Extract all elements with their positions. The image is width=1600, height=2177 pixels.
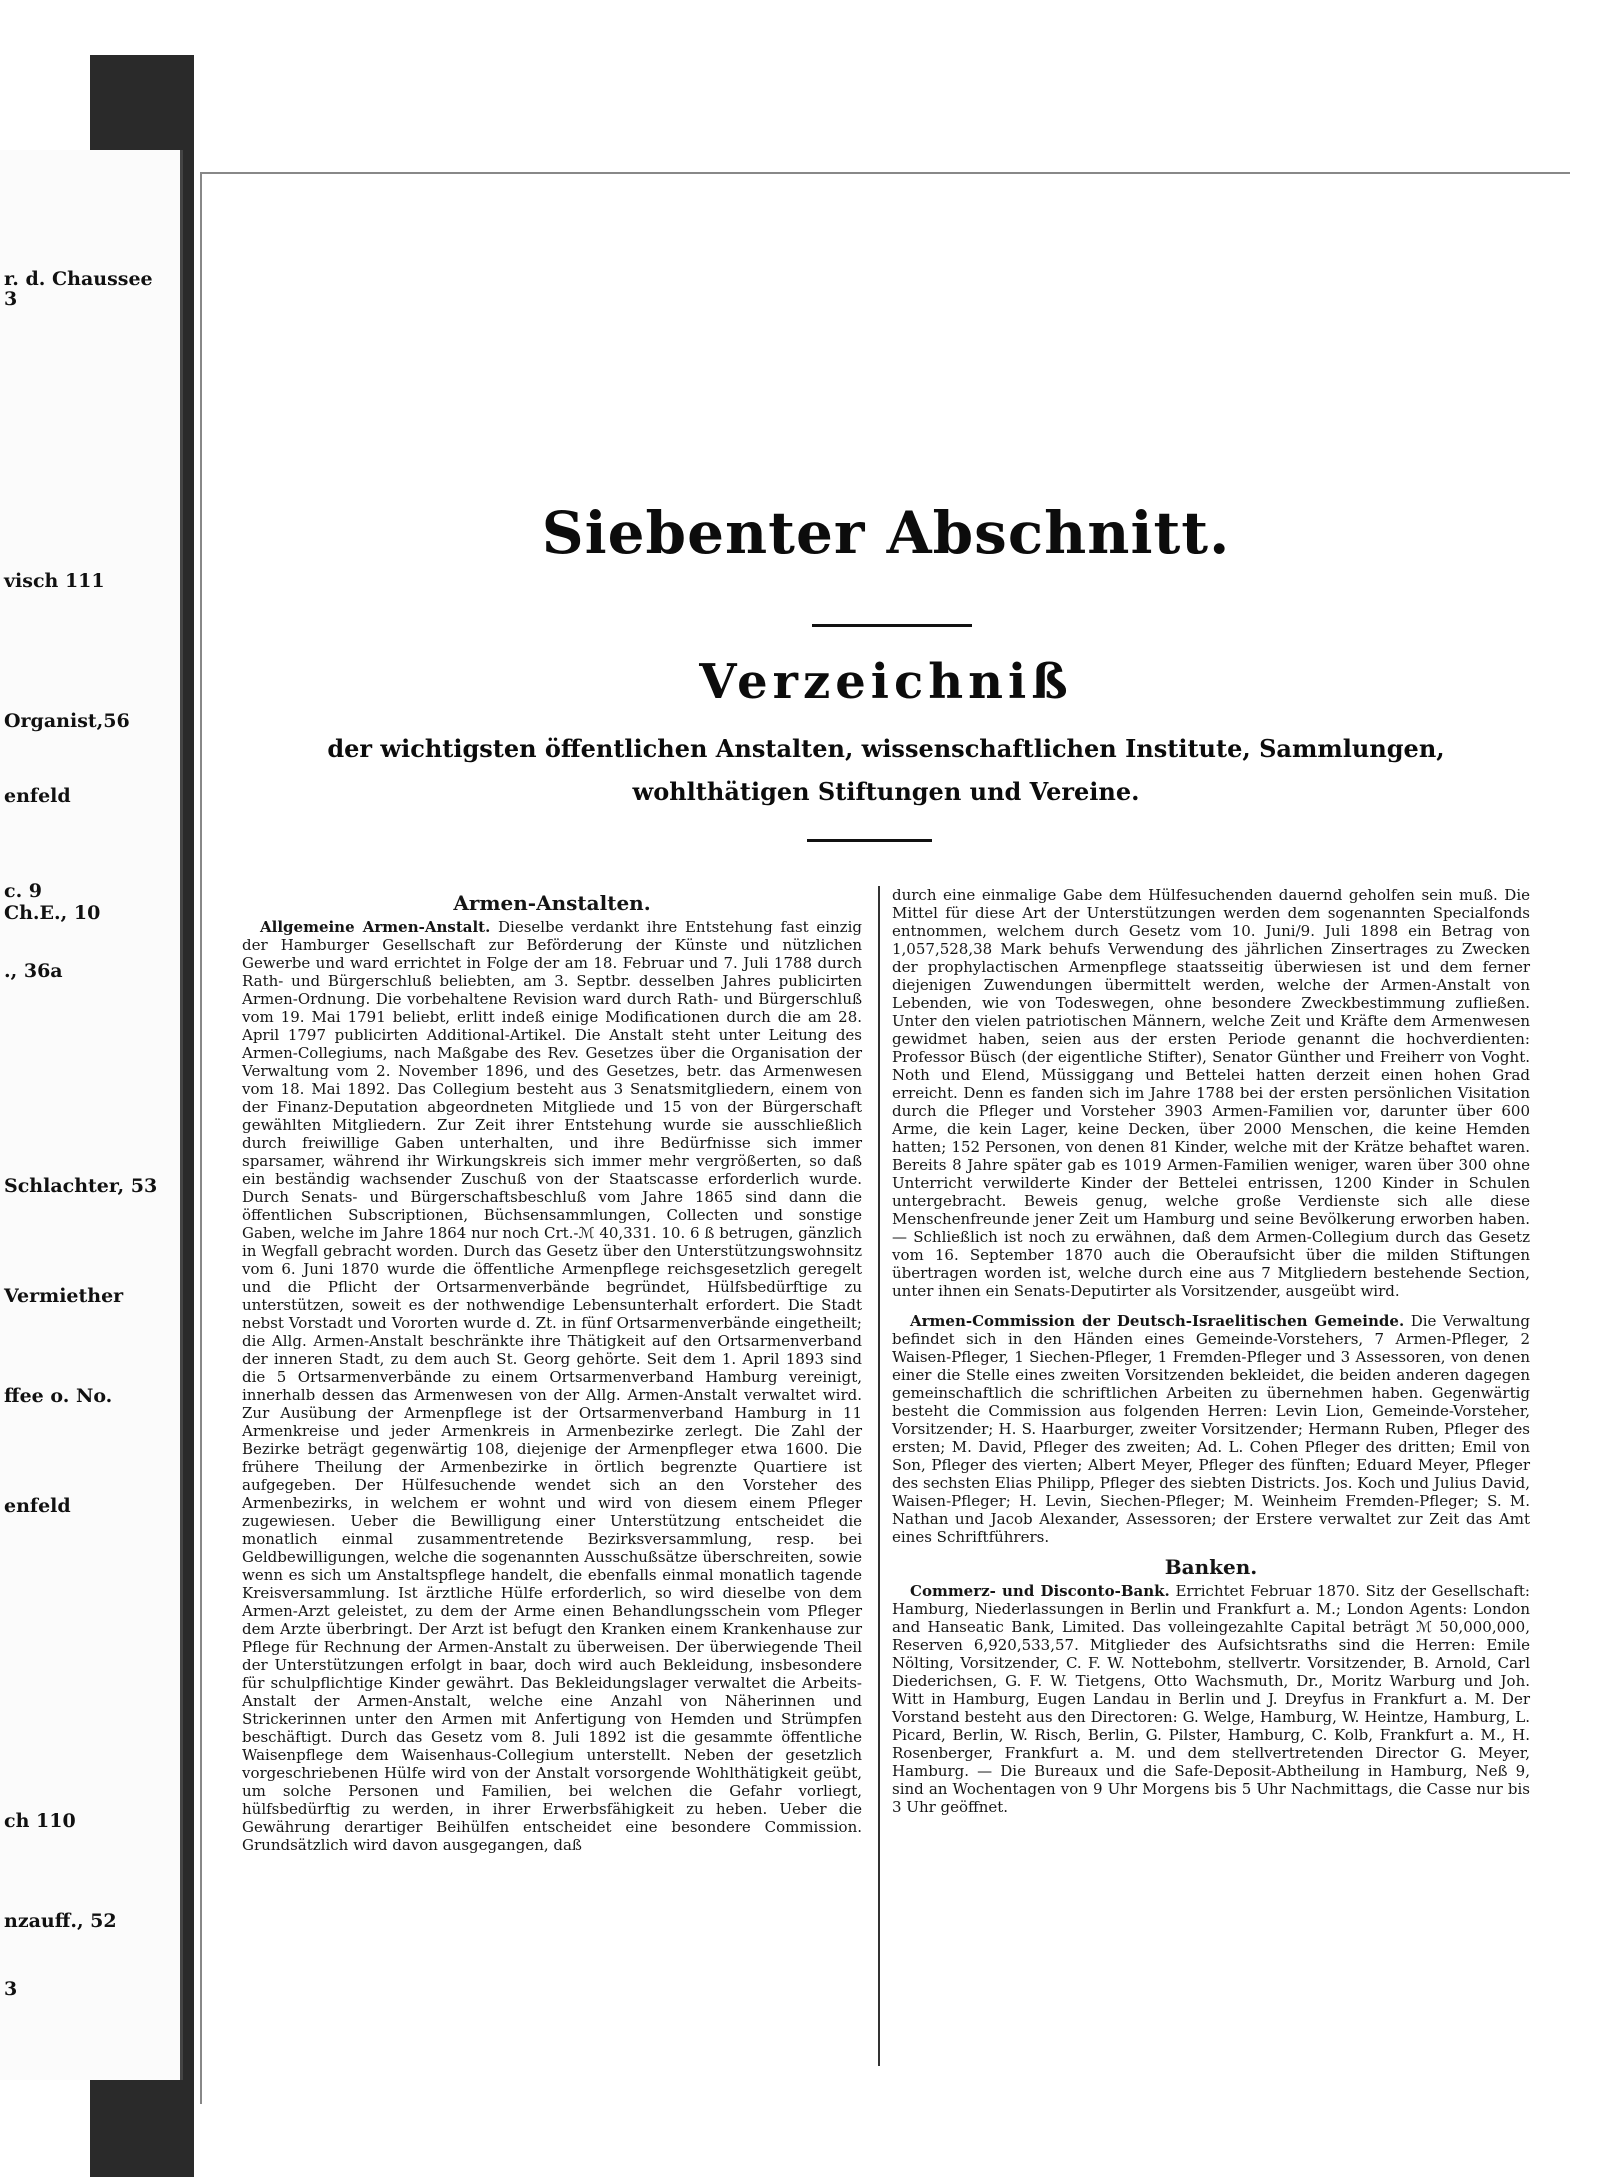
paragraph-body: Die Verwaltung befindet sich in den Händen eines Gemeinde-Vorstehers, 7 Armen-Pfleger, 2 Waisen-Pfleger, 1 Siechen-Pfleger, 1 Fremden-Pfleger und 3 Assessoren, von denen einer die Stelle eines zweiten Vorsitzenden bekleidet, die beiden anderen dagegen gemeinschaftlich die schriftlichen Arbeiten zu übernehmen haben. Gegenwärtig besteht die Commission aus folgenden Herren: Levin Lion, Gemeinde-Vorsteher, Vorsitzender; H. S. Haarburger, zweiter Vorsitzender; Hermann Ruben, Pfleger des ersten; M. David, Pfleger des zweiten; Ad. L. Cohen Pfleger des dritten; Emil von Son, Pfleger des vierten; Albert Meyer, Pfleger des fünften; Eduard Meyer, Pfleger des sechsten Elias Philipp, Pfleger des siebten Districts. Jos. Koch und Julius David, Waisen-Pfleger; H. Levin, Siechen-Pfleger; M. Weinheim Fremden-Pfleger; S. M. Nathan und Jacob Alexander, Assessoren; der Erstere verwaltet zur Zeit das Amt eines Schriftführers. [892, 1312, 1530, 1546]
prev-page-line: r. d. Chaussee [4, 268, 153, 290]
chapter-heading: Siebenter Abschnitt. [541, 499, 1231, 567]
prev-page-line: enfeld [4, 785, 71, 807]
previous-page-fragment [0, 150, 183, 2080]
left-column [242, 891, 862, 1866]
document-subtitle-line2: wohlthätigen Stiftungen und Vereine. [632, 777, 1140, 806]
prev-page-line: ffee o. No. [4, 1385, 113, 1407]
prev-page-line: 3 [4, 288, 18, 310]
prev-page-line: c. 9 [4, 880, 43, 902]
paragraph-lead: Commerz- und Disconto-Bank. [910, 1582, 1170, 1600]
column-divider [878, 886, 880, 2066]
section-title-banken: Banken. [1164, 1555, 1258, 1579]
prev-page-line: ch 110 [4, 1810, 76, 1832]
document-title: Verzeichniß [699, 654, 1073, 710]
paragraph-lead: Allgemeine Armen-Anstalt. [260, 918, 491, 936]
paragraph-lead: Armen-Commission der Deutsch-Israelitischen Gemeinde. [910, 1312, 1405, 1330]
document-subtitle-line1: der wichtigsten öffentlichen Anstalten, wissenschaftlichen Institute, Sammlungen, [327, 734, 1445, 763]
prev-page-line: Schlachter, 53 [4, 1175, 158, 1197]
prev-page-line: Ch.E., 10 [4, 902, 101, 924]
prev-page-line: nzauff., 52 [4, 1910, 117, 1932]
prev-page-line: 3 [4, 1978, 18, 2000]
paragraph-body: Errichtet Februar 1870. Sitz der Gesellschaft: Hamburg, Niederlassungen in Berlin und Frankfurt a. M.; London Agents: London and Hanseatic Bank, Limited. Das volleingezahlte Capital beträgt ℳ 50,000,000, Reserven 6,920,533,57. Mitglieder des Aufsichtsraths sind die Herren: Emile Nölting, Vorsitzender, C. F. W. Nottebohm, stellvertr. Vorsitzender, B. Arnold, Carl Diederichsen, G. F. W. Tietgens, Otto Wachsmuth, Dr., Moritz Warburg und Joh. Witt in Hamburg, Eugen Landau in Berlin und J. Dreyfus in Frankfurt a. M. Der Vorstand besteht aus den Directoren: G. Welge, Hamburg, W. Heintze, Hamburg, L. Picard, Berlin, W. Risch, Berlin, G. Pilster, Hamburg, C. Kolb, Frankfurt a. M., H. Rosenberger, Frankfurt a. M. und dem stellvertretenden Director G. Meyer, Hamburg. — Die Bureaux und die Safe-Deposit-Abtheilung in Hamburg, Neß 9, sind an Wochentagen von 9 Uhr Morgens bis 5 Uhr Nachmittags, die Casse nur bis 3 Uhr geöffnet. [892, 1582, 1530, 1816]
prev-page-line: Vermiether [4, 1285, 124, 1307]
paragraph-continued [892, 886, 1530, 1300]
prev-page-line: ., 36a [4, 960, 63, 982]
paragraph-allgemeine-armen-anstalt [242, 918, 862, 1854]
document-page [200, 172, 1570, 2104]
prev-page-line: enfeld [4, 1495, 71, 1517]
paragraph-armen-commission [892, 1312, 1530, 1546]
section-title-armen-anstalten: Armen-Anstalten. [453, 891, 651, 915]
heading-rule [812, 624, 972, 627]
paragraph-commerz-disconto-bank [892, 1582, 1530, 1816]
right-column [892, 886, 1530, 1828]
paragraph-body: Dieselbe verdankt ihre Entstehung fast einzig der Hamburger Gesellschaft zur Beförderung der Künste und nützlichen Gewerbe und ward errichtet in Folge der am 18. Februar und 7. Juli 1788 durch Rath- und Bürgerschluß beliebten, am 3. Septbr. desselben Jahres publicirten Armen-Ordnung. Die vorbehaltene Revision ward durch Rath- und Bürgerschluß vom 19. Mai 1791 beliebt, erlitt indeß einige Modificationen durch die am 28. April 1797 publicirten Additional-Artikel. Die Anstalt steht unter Leitung des Armen-Collegiums, nach Maßgabe des Rev. Gesetzes über die Organisation der Verwaltung vom 2. November 1896, und des Gesetzes, betr. das Armenwesen vom 18. Mai 1892. Das Collegium besteht aus 3 Senatsmitgliedern, einem von der Finanz-Deputation abgeordneten Mitgliede und 15 von der Bürgerschaft gewählten Mitgliedern. Zur Zeit ihrer Entstehung wurde sie ausschließlich durch freiwillige Gaben unterhalten, und ihre Bedürfnisse sich immer sparsamer, während ihr Wirkungskreis sich immer mehr vergrößerten, so daß ein beständig wachsender Zuschuß von der Staatscasse erforderlich wurde. Durch Senats- und Bürgerschaftsbeschluß vom Jahre 1865 sind dann die öffentlichen Subscriptionen, Büchsensammlungen, Collecten und sonstige Gaben, welche im Jahre 1864 nur noch Crt.-ℳ 40,331. 10. 6 ß betrugen, gänzlich in Wegfall gebracht worden. Durch das Gesetz über den Unterstützungswohnsitz vom 6. Juni 1870 wurde die öffentliche Armenpflege reichsgesetzlich geregelt und die Pflicht der Ortsarmenverbände begründet, Hülfsbedürftige zu unterstützen, soweit es der nothwendige Lebensunterhalt erfordert. Die Stadt nebst Vorstadt und Vororten wurde d. Zt. in fünf Ortsarmenverbände eingetheilt; die Allg. Armen-Anstalt beschränkte ihre Thätigkeit auf den Ortsarmenverband der inneren Stadt, zu dem auch St. Georg gehörte. Seit dem 1. April 1893 sind die 5 Ortsarmenverbände zu einem Ortsarmenverband Hamburg vereinigt, innerhalb dessen das Armenwesen von der Allg. Armen-Anstalt verwaltet wird. Zur Ausübung der Armenpflege ist der Ortsarmenverband Hamburg in 11 Armenkreise und jeder Armenkreis in Armenbezirke zerlegt. Die Zahl der Bezirke beträgt gegenwärtig 108, diejenige der Armenpfleger etwa 1600. Die frühere Theilung der Armenbezirke in örtlich begrenzte Quartiere ist aufgegeben. Der Hülfesuchende wendet sich an den Vorsteher des Armenbezirks, in welchem er wohnt und wird von diesem einem Pfleger zugewiesen. Ueber die Bewilligung einer Unterstützung entscheidet die monatlich einmal zusammentretende Bezirksversammlung, resp. bei Geldbewilligungen, welche die sogenannten Ausschußsätze überschreiten, sowie wenn es sich um Anstaltspflege handelt, die ebenfalls einmal monatlich tagende Kreisversammlung. Ist ärztliche Hülfe erforderlich, so wird dieselbe von dem Armen-Arzt geleistet, zu dem der Arme einen Behandlungsschein vom Pfleger dem Arzte überbringt. Der Arzt ist befugt den Kranken einem Krankenhause zur Pflege für Rechnung der Armen-Anstalt zu überweisen. Der überwiegende Theil der Unterstützungen erfolgt in baar, doch wird auch Bekleidung, insbesondere für schulpflichtige Kinder gewährt. Das Bekleidungslager verwaltet die Arbeits-Anstalt der Armen-Anstalt, welche eine Anzahl von Näherinnen und Strickerinnen unter den Armen mit Anfertigung von Hemden und Strümpfen beschäftigt. Durch das Gesetz vom 8. Juli 1892 ist die gesammte öffentliche Waisenpflege dem Waisenhaus-Collegium unterstellt. Neben der gesetzlich vorgeschriebenen Hülfe wird von der Anstalt vorsorgende Wohlthätigkeit geübt, um solche Personen und Familien, bei welchen die Gefahr vorliegt, hülfsbedürftig zu werden, in ihrer Erwerbsfähigkeit zu heben. Ueber die Gewährung derartiger Beihülfen entscheidet eine besondere Commission. Grundsätzlich wird davon ausgegangen, daß [242, 918, 862, 1854]
prev-page-line: Organist,56 [4, 710, 130, 732]
subtitle-rule [807, 839, 932, 842]
prev-page-line: visch 111 [4, 570, 105, 592]
paragraph-body: durch eine einmalige Gabe dem Hülfesuchenden dauernd geholfen sein muß. Die Mittel für diese Art der Unterstützungen werden dem sogenannten Specialfonds entnommen, welchem durch Gesetz vom 10. Juni/9. Juli 1898 ein Betrag von 1,057,528,38 Mark behufs Verwendung des jährlichen Zinsertrages zu Zwecken der prophylactischen Armenpflege staatsseitig überwiesen ist und dem ferner diejenigen Zuwendungen übermittelt werden, welche der Armen-Anstalt von Lebenden, wie von Todeswegen, ohne besondere Zweckbestimmung zufließen. Unter den vielen patriotischen Männern, welche Zeit und Kräfte dem Armenwesen gewidmet haben, seien aus der ersten Periode genannt die hochverdienten: Professor Büsch (der eigentliche Stifter), Senator Günther und Freiherr von Voght. Noth und Elend, Müssiggang und Bettelei hatten derzeit einen hohen Grad erreicht. Denn es fanden sich im Jahre 1788 bei der ersten persönlichen Visitation durch die Pfleger und Vorsteher 3903 Armen-Familien vor, darunter über 600 Arme, die kein Lager, keine Decken, über 2000 Menschen, die keine Hemden hatten; 152 Personen, von denen 81 Kinder, welche mit der Krätze behaftet waren. Bereits 8 Jahre später gab es 1019 Armen-Familien weniger, waren über 300 ohne Unterricht verwilderte Kinder der Bettelei entrissen, 1200 Kinder in Schulen untergebracht. Beweis genug, welche große Verdienste sich alle diese Menschenfreunde jener Zeit um Hamburg und seine Bevölkerung erworben haben. — Schließlich ist noch zu erwähnen, daß dem Armen-Collegium durch das Gesetz vom 16. September 1870 auch die Oberaufsicht über die milden Stiftungen übertragen worden ist, welche durch eine aus 7 Mitgliedern bestehende Section, unter ihnen ein Senats-Deputirter als Vorsitzender, ausgeübt wird. [892, 886, 1530, 1300]
